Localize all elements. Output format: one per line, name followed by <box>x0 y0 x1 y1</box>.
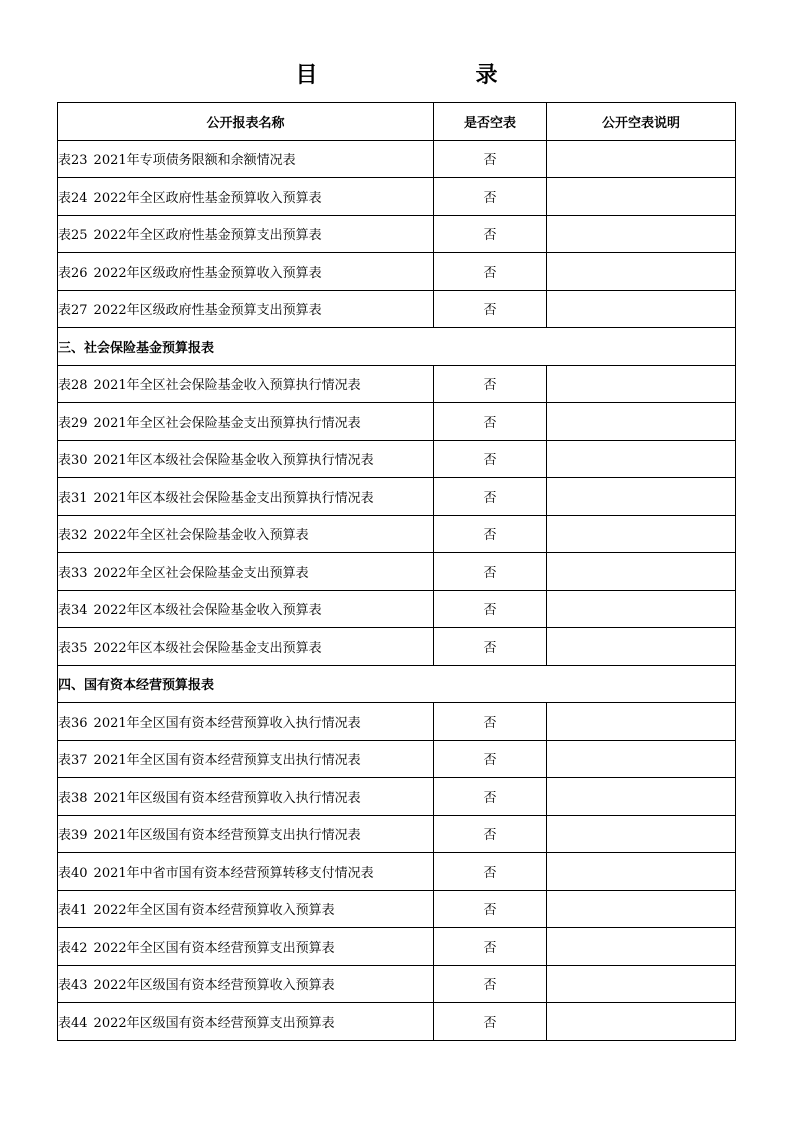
report-title: 2021年中省市国有资本经营预算转移支付情况表 <box>93 865 374 881</box>
report-name-cell <box>58 815 434 853</box>
report-title: 2022年区本级社会保险基金收入预算表 <box>93 603 322 619</box>
table-row <box>58 553 736 591</box>
report-title: 2021年全区国有资本经营预算收入执行情况表 <box>93 715 361 731</box>
table-row <box>58 140 736 178</box>
report-name-cell <box>58 253 434 291</box>
is-blank-cell: 否 <box>434 553 547 591</box>
table-row <box>58 853 736 891</box>
is-blank-cell: 否 <box>434 890 547 928</box>
report-number: 表39 <box>58 828 88 844</box>
table-row <box>58 1003 736 1041</box>
report-name-cell <box>58 965 434 1003</box>
report-title: 2021年全区国有资本经营预算支出执行情况表 <box>93 753 361 769</box>
report-name-cell <box>58 703 434 741</box>
header-report-name: 公开报表名称 <box>58 103 434 141</box>
report-title: 2022年全区社会保险基金支出预算表 <box>93 565 309 581</box>
report-title: 2021年全区社会保险基金支出预算执行情况表 <box>93 415 361 431</box>
report-name-cell <box>58 778 434 816</box>
is-blank-cell: 否 <box>434 778 547 816</box>
report-number: 表40 <box>58 865 88 881</box>
report-number: 表33 <box>58 565 88 581</box>
blank-note-cell <box>547 740 736 778</box>
is-blank-cell: 否 <box>434 215 547 253</box>
report-name-cell <box>58 890 434 928</box>
blank-note-cell <box>547 515 736 553</box>
table-row <box>58 628 736 666</box>
report-title: 2022年区级政府性基金预算支出预算表 <box>93 303 322 319</box>
report-title: 2021年区本级社会保险基金支出预算执行情况表 <box>93 490 374 506</box>
blank-note-cell <box>547 553 736 591</box>
report-name-cell <box>58 515 434 553</box>
report-title: 2022年区级国有资本经营预算支出预算表 <box>93 1015 335 1031</box>
report-name-cell <box>58 140 434 178</box>
report-number: 表36 <box>58 715 88 731</box>
is-blank-cell: 否 <box>434 403 547 441</box>
is-blank-cell: 否 <box>434 815 547 853</box>
blank-note-cell <box>547 778 736 816</box>
header-is-blank: 是否空表 <box>434 103 547 141</box>
is-blank-cell: 否 <box>434 628 547 666</box>
blank-note-cell <box>547 215 736 253</box>
blank-note-cell <box>547 590 736 628</box>
table-row <box>58 178 736 216</box>
section-row <box>58 665 736 703</box>
report-title: 2021年区本级社会保险基金收入预算执行情况表 <box>93 453 374 469</box>
report-title: 2021年区级国有资本经营预算收入执行情况表 <box>93 790 361 806</box>
section-row <box>58 328 736 366</box>
is-blank-cell: 否 <box>434 253 547 291</box>
blank-note-cell <box>547 178 736 216</box>
report-number: 表27 <box>58 303 88 319</box>
report-title: 2022年区级国有资本经营预算收入预算表 <box>93 978 335 994</box>
report-name-cell <box>58 290 434 328</box>
toc-body <box>58 140 736 1040</box>
is-blank-cell: 否 <box>434 365 547 403</box>
report-number: 表31 <box>58 490 88 506</box>
report-number: 表35 <box>58 640 88 656</box>
report-number: 表41 <box>58 903 88 919</box>
is-blank-cell: 否 <box>434 703 547 741</box>
report-number: 表32 <box>58 528 88 544</box>
report-name-cell <box>58 478 434 516</box>
report-title: 2021年区级国有资本经营预算支出执行情况表 <box>93 828 361 844</box>
report-name-cell <box>58 403 434 441</box>
blank-note-cell <box>547 965 736 1003</box>
table-row <box>58 215 736 253</box>
report-number: 表30 <box>58 453 88 469</box>
blank-note-cell <box>547 403 736 441</box>
report-number: 表44 <box>58 1015 88 1031</box>
blank-note-cell <box>547 1003 736 1041</box>
table-row <box>58 290 736 328</box>
blank-note-cell <box>547 628 736 666</box>
blank-note-cell <box>547 140 736 178</box>
report-number: 表26 <box>58 265 88 281</box>
report-number: 表24 <box>58 190 88 206</box>
blank-note-cell <box>547 365 736 403</box>
blank-note-cell <box>547 440 736 478</box>
is-blank-cell: 否 <box>434 740 547 778</box>
blank-note-cell <box>547 853 736 891</box>
report-title: 2022年全区国有资本经营预算收入预算表 <box>93 903 335 919</box>
is-blank-cell: 否 <box>434 928 547 966</box>
report-name-cell <box>58 215 434 253</box>
blank-note-cell <box>547 253 736 291</box>
table-row <box>58 478 736 516</box>
report-number: 表42 <box>58 940 88 956</box>
report-name-cell <box>58 928 434 966</box>
report-number: 表38 <box>58 790 88 806</box>
report-name-cell <box>58 553 434 591</box>
is-blank-cell: 否 <box>434 178 547 216</box>
page-title: 目 录 <box>295 63 536 88</box>
is-blank-cell: 否 <box>434 965 547 1003</box>
report-number: 表23 <box>58 153 88 169</box>
report-number: 表29 <box>58 415 88 431</box>
table-header-row <box>58 103 736 141</box>
report-name-cell <box>58 628 434 666</box>
is-blank-cell: 否 <box>434 440 547 478</box>
table-row <box>58 815 736 853</box>
report-title: 2022年全区社会保险基金收入预算表 <box>93 528 309 544</box>
table-row <box>58 740 736 778</box>
report-title: 2021年专项债务限额和余额情况表 <box>93 153 296 169</box>
report-title: 2022年全区国有资本经营预算支出预算表 <box>93 940 335 956</box>
report-title: 2022年全区政府性基金预算支出预算表 <box>93 228 322 244</box>
report-name-cell <box>58 440 434 478</box>
report-name-cell <box>58 740 434 778</box>
table-row <box>58 253 736 291</box>
report-number: 表37 <box>58 753 88 769</box>
blank-note-cell <box>547 890 736 928</box>
report-name-cell <box>58 178 434 216</box>
blank-note-cell <box>547 815 736 853</box>
report-number: 表25 <box>58 228 88 244</box>
toc-table <box>57 102 736 1041</box>
report-name-cell <box>58 365 434 403</box>
is-blank-cell: 否 <box>434 290 547 328</box>
report-title: 2022年区本级社会保险基金支出预算表 <box>93 640 322 656</box>
blank-note-cell <box>547 290 736 328</box>
table-row <box>58 403 736 441</box>
is-blank-cell: 否 <box>434 515 547 553</box>
is-blank-cell: 否 <box>434 590 547 628</box>
report-number: 表34 <box>58 603 88 619</box>
is-blank-cell: 否 <box>434 853 547 891</box>
table-row <box>58 928 736 966</box>
header-blank-note: 公开空表说明 <box>547 103 736 141</box>
table-row <box>58 890 736 928</box>
is-blank-cell: 否 <box>434 1003 547 1041</box>
table-row <box>58 703 736 741</box>
table-row <box>58 440 736 478</box>
report-name-cell <box>58 590 434 628</box>
blank-note-cell <box>547 703 736 741</box>
table-row <box>58 515 736 553</box>
report-title: 2022年全区政府性基金预算收入预算表 <box>93 190 322 206</box>
report-number: 表43 <box>58 978 88 994</box>
report-name-cell <box>58 853 434 891</box>
report-title: 2022年区级政府性基金预算收入预算表 <box>93 265 322 281</box>
report-number: 表28 <box>58 378 88 394</box>
section-heading: 四、国有资本经营预算报表 <box>58 665 736 703</box>
report-title: 2021年全区社会保险基金收入预算执行情况表 <box>93 378 361 394</box>
blank-note-cell <box>547 478 736 516</box>
blank-note-cell <box>547 928 736 966</box>
is-blank-cell: 否 <box>434 140 547 178</box>
is-blank-cell: 否 <box>434 478 547 516</box>
table-row <box>58 365 736 403</box>
table-row <box>58 965 736 1003</box>
report-name-cell <box>58 1003 434 1041</box>
table-row <box>58 590 736 628</box>
section-heading: 三、社会保险基金预算报表 <box>58 328 736 366</box>
table-row <box>58 778 736 816</box>
